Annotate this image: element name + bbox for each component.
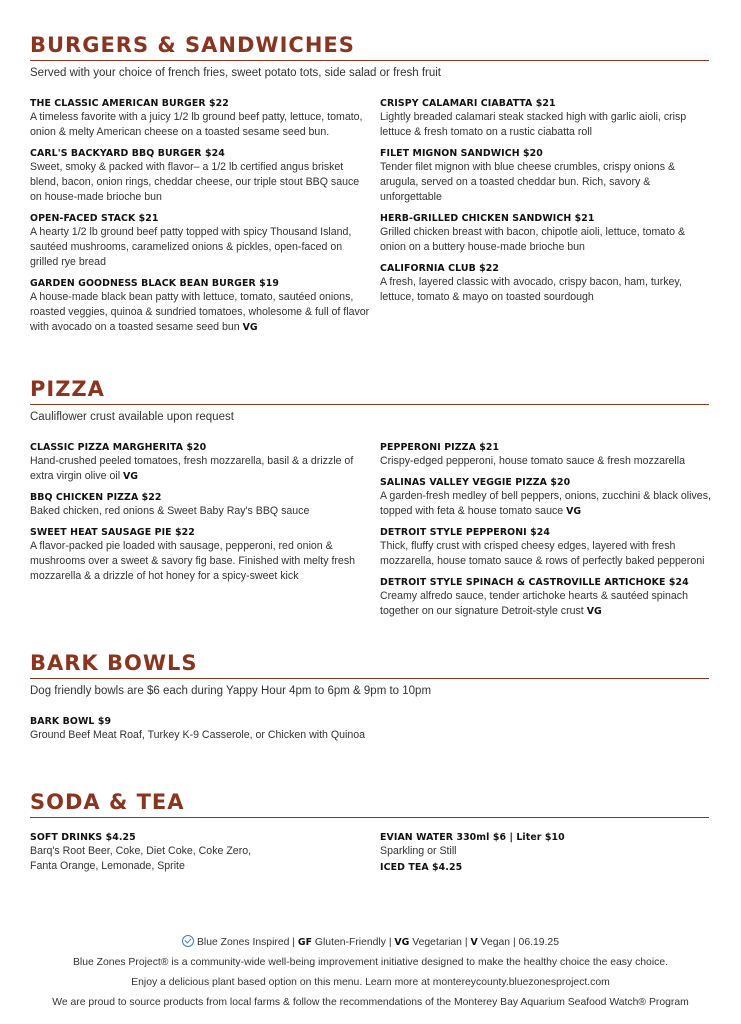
vegetarian-tag: VG — [586, 606, 602, 617]
footer-line: Enjoy a delicious plant based option on this menu. Learn more at montereycounty.bluezonesproject.com — [131, 977, 610, 988]
item-description: A timeless favorite with a juicy 1/2 lb ground beef patty, lettuce, tomato, onion & melty American cheese on a toasted sesame seed bun. — [30, 111, 363, 138]
vg-label: Vegetarian | — [412, 937, 468, 948]
vegetarian-tag: VG — [242, 322, 258, 333]
footer-line: We are proud to source products from local farms & follow the recommendations of the Monterey Bay Aquarium Seafood Watch® Program — [52, 997, 689, 1008]
menu-item — [30, 715, 430, 743]
section-title: BURGERS & SANDWICHES — [30, 33, 355, 57]
v-code: V — [470, 937, 478, 948]
menu-item — [30, 97, 370, 140]
menu-item — [380, 212, 711, 255]
section-divider — [30, 678, 709, 679]
vg-code: VG — [394, 937, 410, 948]
footer — [0, 933, 741, 1013]
item-name: GARDEN GOODNESS BLACK BEAN BURGER $19 — [30, 278, 280, 289]
item-name: OPEN-FACED STACK $21 — [30, 213, 159, 224]
item-name: THE CLASSIC AMERICAN BURGER $22 — [30, 98, 229, 109]
v-label: Vegan | 06.19.25 — [480, 937, 559, 948]
item-name: EVIAN WATER 330ml $6 | Liter $10 — [380, 832, 565, 843]
soda-columns — [30, 831, 709, 881]
pizza-columns — [30, 441, 711, 617]
section-divider — [30, 60, 709, 61]
menu-item — [380, 861, 711, 874]
item-name: CARL'S BACKYARD BBQ BURGER $24 — [30, 148, 225, 159]
menu-item — [30, 212, 370, 270]
item-description: Sparkling or Still — [380, 845, 457, 857]
section-subtitle: Cauliflower crust available upon request — [30, 411, 234, 423]
vegetarian-tag: VG — [123, 471, 138, 482]
vegetarian-tag: VG — [566, 506, 582, 517]
section-bark-bowls — [30, 651, 709, 698]
item-description: Baked chicken, red onions & Sweet Baby Ray's BBQ sauce — [30, 505, 310, 517]
item-description-text: Creamy alfredo sauce, tender artichoke hearts & sautéed spinach together on our signature Detroit-style crust — [380, 590, 688, 617]
item-description: Crispy-edged pepperoni, house tomato sauce & fresh mozzarella — [380, 455, 686, 467]
gf-code: GF — [297, 937, 313, 948]
check-circle-icon — [182, 935, 194, 947]
section-subtitle: Dog friendly bowls are $6 each during Yappy Hour 4pm to 6pm & 9pm to 10pm — [30, 685, 432, 697]
menu-item — [30, 526, 370, 584]
item-description: Lightly breaded calamari steak stacked high with garlic aioli, crisp lettuce & fresh tomato on a rustic ciabatta roll — [380, 111, 687, 138]
menu-item — [380, 476, 711, 519]
menu-item — [380, 526, 711, 569]
menu-item — [30, 491, 370, 519]
section-divider — [30, 817, 709, 818]
item-name: SOFT DRINKS $4.25 — [30, 832, 136, 843]
item-description — [30, 454, 370, 484]
item-description-text: A house-made black bean patty with lettuce, tomato, sautéed onions, roasted veggies, quinoa & sundried tomatoes, wholesome & full of flavor with avocado on a toasted sesame seed bun — [30, 291, 370, 333]
item-description: A fresh, layered classic with avocado, crispy bacon, ham, turkey, lettuce, tomato & mayo on toasted sourdough — [380, 276, 682, 303]
section-soda-tea — [30, 790, 709, 818]
item-description: Sweet, smoky & packed with flavor– a 1/2 lb certified angus brisket blend, bacon, onion rings, cheddar cheese, our triple stout BBQ sauce on house-made brioche bun — [30, 161, 360, 203]
item-name: CLASSIC PIZZA MARGHERITA $20 — [30, 442, 207, 453]
menu-item — [380, 262, 711, 305]
item-name: FILET MIGNON SANDWICH $20 — [380, 148, 543, 159]
item-description-text: A garden-fresh medley of bell peppers, onions, zucchini & black olives, topped with feta & house tomato sauce — [380, 490, 711, 517]
item-name: SALINAS VALLEY VEGGIE PIZZA $20 — [380, 477, 571, 488]
item-description: Barq's Root Beer, Coke, Diet Coke, Coke Zero, Fanta Orange, Lemonade, Sprite — [30, 845, 252, 872]
item-name: BBQ CHICKEN PIZZA $22 — [30, 492, 162, 503]
item-name: DETROIT STYLE SPINACH & CASTROVILLE ARTICHOKE $24 — [380, 577, 689, 588]
item-name: HERB-GRILLED CHICKEN SANDWICH $21 — [380, 213, 595, 224]
item-description: Ground Beef Meat Roaf, Turkey K-9 Casserole, or Chicken with Quinoa — [30, 729, 366, 741]
menu-item — [380, 147, 711, 205]
item-description-text: Hand-crushed peeled tomatoes, fresh mozzarella, basil & a drizzle of extra virgin olive oil — [30, 455, 354, 482]
section-title: BARK BOWLS — [30, 651, 198, 675]
section-title: SODA & TEA — [30, 790, 185, 814]
item-description: A hearty 1/2 lb ground beef patty topped with spicy Thousand Island, sautéed mushrooms, caramelized onions & pickles, open-faced on grilled rye bread — [30, 226, 352, 268]
menu-item — [30, 277, 370, 335]
item-description: A flavor-packed pie loaded with sausage, pepperoni, red onion & mushrooms over a sweet & savory fig base. Finished with melty fresh mozzarella & a drizzle of hot honey for a spicy-sweet kick — [30, 540, 356, 582]
footer-line: Blue Zones Project® is a community-wide well-being improvement initiative designed to make the healthy choice the easy choice. — [72, 957, 669, 968]
item-description: Grilled chicken breast with bacon, chipotle aioli, lettuce, tomato & onion on a buttery house-made brioche bun — [380, 226, 686, 253]
menu-item — [380, 97, 711, 140]
item-name: ICED TEA $4.25 — [380, 862, 463, 873]
section-burgers — [30, 33, 709, 80]
dietary-legend — [0, 933, 741, 953]
menu-item — [380, 441, 711, 469]
item-description: Tender filet mignon with blue cheese crumbles, crispy onions & arugula, served on a toasted cheddar bun. Rich, savory & unforgettable — [380, 161, 676, 203]
item-name: PEPPERONI PIZZA $21 — [380, 442, 500, 453]
section-title: PIZZA — [30, 377, 105, 401]
blue-zones-label: Blue Zones Inspired | — [197, 937, 296, 948]
menu-item — [380, 576, 711, 619]
item-description — [380, 589, 711, 619]
section-pizza — [30, 377, 709, 424]
menu-item — [30, 831, 260, 874]
item-name: CALIFORNIA CLUB $22 — [380, 263, 500, 274]
gf-label: Gluten-Friendly | — [314, 937, 392, 948]
menu-item — [30, 441, 370, 484]
menu-item — [380, 831, 711, 859]
bark-columns — [30, 715, 709, 750]
item-description — [380, 489, 711, 519]
item-description — [30, 290, 370, 335]
burgers-columns — [30, 97, 709, 342]
menu-item — [30, 147, 370, 205]
item-description: Thick, fluffy crust with crisped cheesy edges, layered with fresh mozzarella, house tomato sauce & rows of perfectly baked pepperoni — [380, 540, 705, 567]
section-divider — [30, 404, 709, 405]
item-name: CRISPY CALAMARI CIABATTA $21 — [380, 98, 556, 109]
item-name: BARK BOWL $9 — [30, 716, 112, 727]
section-subtitle: Served with your choice of french fries, sweet potato tots, side salad or fresh fruit — [30, 67, 442, 79]
item-name: SWEET HEAT SAUSAGE PIE $22 — [30, 527, 195, 538]
item-name: DETROIT STYLE PEPPERONI $24 — [380, 527, 550, 538]
